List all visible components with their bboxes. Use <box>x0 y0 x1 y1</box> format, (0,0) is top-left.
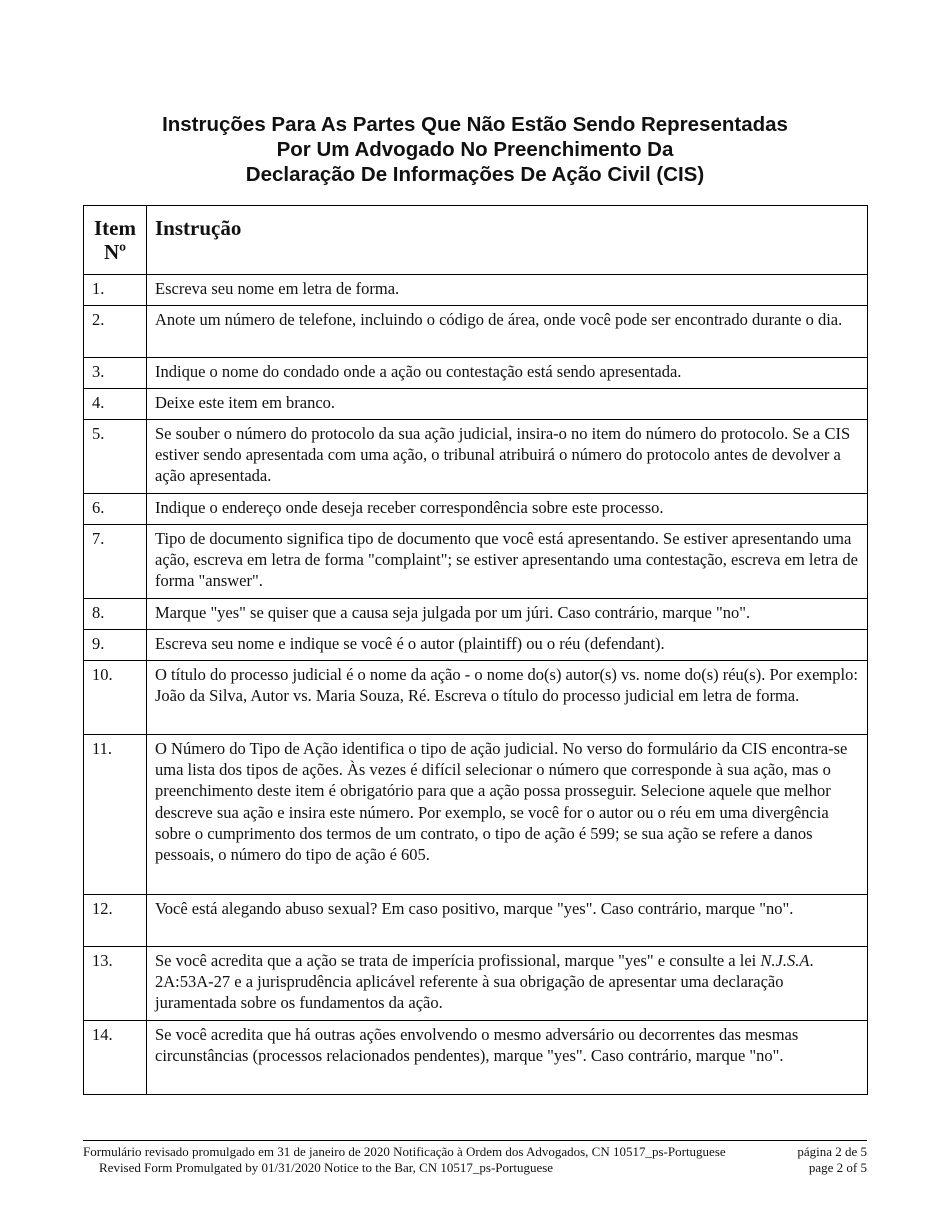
item-instruction: O título do processo judicial é o nome da ação - o nome do(s) autor(s) vs. nome do(s) réu(s). Por exemplo: João da Silva, Autor vs. Maria Souza, Ré. Escreva o título do processo judicial em letra de forma. <box>147 661 868 735</box>
footer-line-portuguese <box>83 1144 867 1160</box>
footer-form-info-pt: Formulário revisado promulgado em 31 de janeiro de 2020 Notificação à Ordem dos Advogados, CN 10517_ps-Portuguese <box>83 1144 726 1159</box>
table-row <box>84 306 868 358</box>
item-instruction: O Número do Tipo de Ação identifica o tipo de ação judicial. No verso do formulário da CIS encontra-se uma lista dos tipos de ações. Às vezes é difícil selecionar o número que corresponde à sua ação, mas o preenchimento deste item é obrigatório para que a ação possa prosseguir. Selecione aquele que melhor descreve sua ação e insira este número. Por exemplo, se você for o autor ou o réu em uma divergência sobre o cumprimento dos termos de um contrato, o tipo de ação é 599; se sua ação se refere a danos pessoais, o número do tipo de ação é 605. <box>147 735 868 895</box>
table-row <box>84 389 868 420</box>
page-footer <box>83 1140 867 1176</box>
table-row <box>84 275 868 306</box>
item-instruction: Marque "yes" se quiser que a causa seja julgada por um júri. Caso contrário, marque "no". <box>147 599 868 630</box>
title-line-3: Declaração De Informações De Ação Civil (CIS) <box>245 163 705 186</box>
header-item-label: Item <box>94 216 136 240</box>
item-number: 8. <box>84 599 147 630</box>
item-number: 6. <box>84 494 147 525</box>
item-instruction: Indique o endereço onde deseja receber correspondência sobre este processo. <box>147 494 868 525</box>
table-row <box>84 358 868 389</box>
footer-form-info-en: Revised Form Promulgated by 01/31/2020 Notice to the Bar, CN 10517_ps-Portuguese <box>99 1160 554 1175</box>
item-instruction: Escreva seu nome em letra de forma. <box>147 275 868 306</box>
table-row <box>84 494 868 525</box>
item-number: 14. <box>84 1021 147 1095</box>
item-instruction: Tipo de documento significa tipo de documento que você está apresentando. Se estiver apresentando uma ação, escreva em letra de forma "complaint"; se estiver apresentando uma contestação, escreva em letra de forma "answer". <box>147 525 868 599</box>
item-number: 5. <box>84 420 147 494</box>
item-number: 4. <box>84 389 147 420</box>
table-row <box>84 1021 868 1095</box>
item-instruction: Indique o nome do condado onde a ação ou contestação está sendo apresentada. <box>147 358 868 389</box>
title-line-1: Instruções Para As Partes Que Não Estão Sendo Representadas <box>162 113 788 136</box>
instruction-text-part: . 2A:53A-27 e a jurisprudência aplicável referente à sua obrigação de apresentar uma declaração juramentada sobre os fundamentos da ação. <box>155 951 814 1013</box>
header-number-label: Nº <box>103 240 127 264</box>
table-row <box>84 525 868 599</box>
item-instruction <box>147 947 868 1021</box>
item-instruction: Anote um número de telefone, incluindo o código de área, onde você pode ser encontrado durante o dia. <box>147 306 868 358</box>
table-row <box>84 661 868 735</box>
table-header-row <box>84 206 868 275</box>
item-number: 2. <box>84 306 147 358</box>
table-row <box>84 735 868 895</box>
item-instruction: Escreva seu nome e indique se você é o autor (plaintiff) ou o réu (defendant). <box>147 630 868 661</box>
item-instruction: Se você acredita que há outras ações envolvendo o mesmo adversário ou decorrentes das mesmas circunstâncias (processos relacionados pendentes), marque "yes". Caso contrário, marque "no". <box>147 1021 868 1095</box>
item-instruction: Deixe este item em branco. <box>147 389 868 420</box>
item-number: 1. <box>84 275 147 306</box>
table-row <box>84 947 868 1021</box>
table-row <box>84 630 868 661</box>
item-number: 12. <box>84 895 147 947</box>
document-title <box>0 112 950 187</box>
instruction-text-part: Se você acredita que a ação se trata de imperícia profissional, marque "yes" e consulte a lei <box>155 951 761 970</box>
instructions-table <box>83 205 868 1095</box>
item-instruction: Você está alegando abuso sexual? Em caso positivo, marque "yes". Caso contrário, marque "no". <box>147 895 868 947</box>
footer-page-number-en: page 2 of 5 <box>808 1160 867 1175</box>
item-number: 11. <box>84 735 147 895</box>
item-number: 7. <box>84 525 147 599</box>
header-instruction: Instrução <box>147 206 868 275</box>
item-number: 3. <box>84 358 147 389</box>
table-row <box>84 895 868 947</box>
item-instruction: Se souber o número do protocolo da sua ação judicial, insira-o no item do número do protocolo. Se a CIS estiver sendo apresentada com uma ação, o tribunal atribuirá o número do protocolo antes de devolver a ação apresentada. <box>147 420 868 494</box>
item-number: 9. <box>84 630 147 661</box>
table-row <box>84 599 868 630</box>
title-line-2: Por Um Advogado No Preenchimento Da <box>276 138 674 161</box>
table-row <box>84 420 868 494</box>
item-number: 13. <box>84 947 147 1021</box>
footer-page-number-pt: página 2 de 5 <box>797 1144 867 1159</box>
header-item-number <box>84 206 147 275</box>
footer-line-english <box>83 1160 867 1176</box>
statute-citation: N.J.S.A <box>760 951 810 970</box>
item-number: 10. <box>84 661 147 735</box>
